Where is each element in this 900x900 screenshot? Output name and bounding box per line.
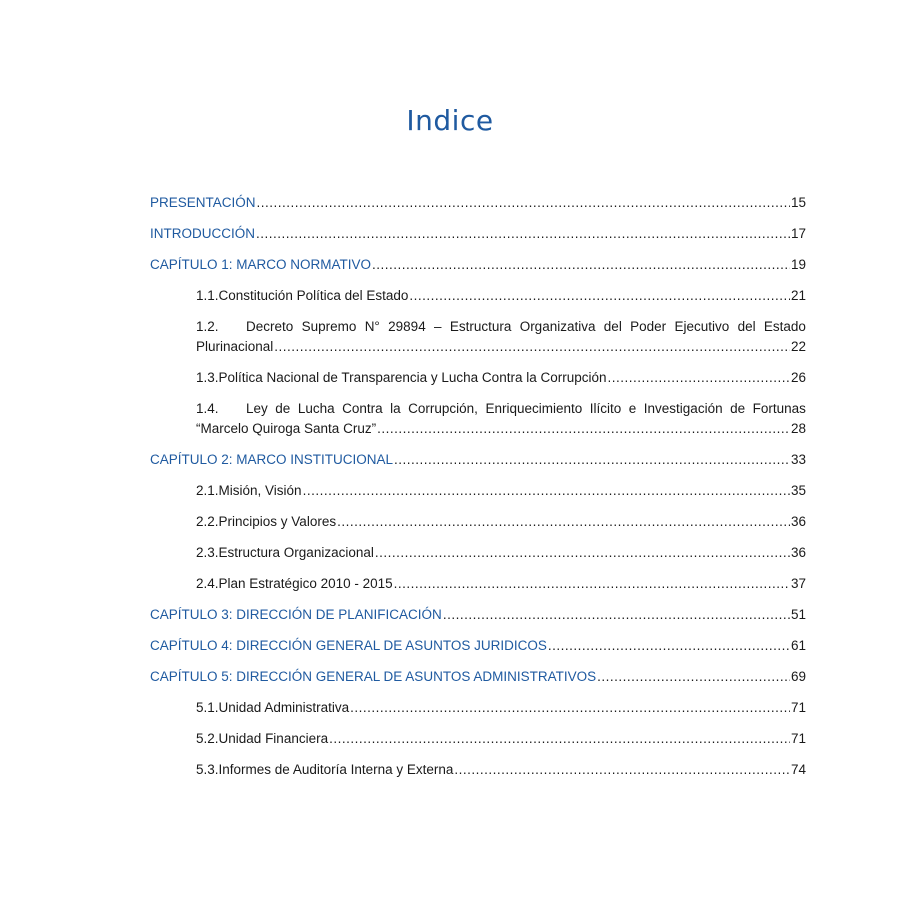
toc-entry-title: Estructura Organizacional xyxy=(218,545,374,560)
toc-page-number: 51 xyxy=(790,607,806,622)
toc-line xyxy=(150,636,806,656)
toc-title-word: Lucha xyxy=(297,401,335,416)
toc-line xyxy=(196,760,806,780)
toc-chapter-entry[interactable] xyxy=(150,255,806,286)
toc-leader-dots xyxy=(377,419,790,439)
toc-section-entry[interactable] xyxy=(150,286,806,317)
toc-page-number: 22 xyxy=(790,339,806,354)
toc-entry-title: Unidad Administrativa xyxy=(218,700,350,715)
toc-entry-title: CAPÍTULO 2: MARCO INSTITUCIONAL xyxy=(150,452,394,467)
toc-title-word: Investigación xyxy=(643,401,723,416)
toc-line xyxy=(196,543,806,563)
toc-page-number: 33 xyxy=(790,452,806,467)
toc-page-number: 26 xyxy=(790,370,806,385)
toc-entry-title: PRESENTACIÓN xyxy=(150,195,256,210)
toc-line xyxy=(196,419,806,439)
toc-line xyxy=(196,698,806,718)
toc-section-entry[interactable] xyxy=(150,481,806,512)
toc-leader-dots xyxy=(394,574,790,594)
toc-title-word: del xyxy=(603,319,622,334)
toc-section-entry[interactable] xyxy=(150,760,806,791)
toc-line xyxy=(150,667,806,687)
toc-chapter-entry[interactable] xyxy=(150,667,806,698)
toc-line-first xyxy=(196,399,806,419)
toc-page-number: 37 xyxy=(790,576,806,591)
toc-title-word: Ley xyxy=(246,401,268,416)
toc-page-number: 35 xyxy=(790,483,806,498)
toc-entry-title: CAPÍTULO 4: DIRECCIÓN GENERAL DE ASUNTOS JURIDICOS xyxy=(150,638,547,653)
toc-line xyxy=(150,255,806,275)
toc-section-number: 1.2. xyxy=(196,319,219,334)
toc-page-number: 69 xyxy=(790,669,806,684)
toc-line xyxy=(196,481,806,501)
toc-line xyxy=(150,450,806,470)
toc-section-number: 2.2. xyxy=(196,514,219,529)
toc-leader-dots xyxy=(454,760,790,780)
toc-line xyxy=(196,574,806,594)
toc-entry-title-cont: Plurinacional xyxy=(196,339,274,354)
toc-line xyxy=(196,368,806,388)
toc-leader-dots xyxy=(256,224,790,244)
toc-chapter-entry[interactable] xyxy=(150,450,806,481)
toc-section-entry[interactable] xyxy=(150,698,806,729)
toc-title-word: de xyxy=(730,401,746,416)
toc-section-entry[interactable] xyxy=(150,368,806,399)
toc-title-word: Enriquecimiento xyxy=(485,401,583,416)
toc-line-first xyxy=(196,317,806,337)
toc-page-number: 36 xyxy=(790,514,806,529)
toc-section-number: 5.3. xyxy=(196,762,219,777)
toc-chapter-entry[interactable] xyxy=(150,605,806,636)
toc-page-number: 28 xyxy=(790,421,806,436)
toc-title-word: 29894 xyxy=(388,319,426,334)
toc-title-word: Decreto xyxy=(246,319,294,334)
toc-page-number: 15 xyxy=(790,195,806,210)
toc-section-entry[interactable] xyxy=(150,574,806,605)
toc-leader-dots xyxy=(274,337,790,357)
toc-section-entry[interactable] xyxy=(150,512,806,543)
toc-entry-title: Informes de Auditoría Interna y Externa xyxy=(218,762,454,777)
toc-line xyxy=(150,193,806,213)
toc-chapter-entry[interactable] xyxy=(150,224,806,255)
toc-title-word: Ilícito xyxy=(589,401,622,416)
toc-title-word: e xyxy=(628,401,637,416)
toc-title-word: del xyxy=(737,319,756,334)
toc-leader-dots xyxy=(375,543,790,563)
toc-entry-title: Unidad Financiera xyxy=(218,731,329,746)
toc-entry-title: CAPÍTULO 3: DIRECCIÓN DE PLANIFICACIÓN xyxy=(150,607,442,622)
toc-line xyxy=(196,512,806,532)
toc-title-word: Poder xyxy=(630,319,667,334)
toc-leader-dots xyxy=(409,286,790,306)
toc-section-number: 5.1. xyxy=(196,700,219,715)
toc-title-word: Estado xyxy=(763,319,806,334)
toc-section-number: 2.1. xyxy=(196,483,219,498)
toc-entry-title: CAPÍTULO 5: DIRECCIÓN GENERAL DE ASUNTOS ADMINISTRATIVOS xyxy=(150,669,597,684)
toc-title-word: N° xyxy=(364,319,380,334)
toc-chapter-entry[interactable] xyxy=(150,636,806,667)
toc-title-word: Corrupción, xyxy=(408,401,478,416)
toc-title-word: Fortunas xyxy=(752,401,806,416)
toc-page-number: 21 xyxy=(790,288,806,303)
toc-leader-dots xyxy=(597,667,790,687)
toc-entry-title-cont: “Marcelo Quiroga Santa Cruz” xyxy=(196,421,377,436)
toc-line xyxy=(196,729,806,749)
toc-line xyxy=(150,224,806,244)
toc-line xyxy=(196,337,806,357)
toc-title-word: Ejecutivo xyxy=(674,319,730,334)
toc-title-word: la xyxy=(390,401,401,416)
toc-title-word: Supremo xyxy=(301,319,357,334)
toc-page-number: 61 xyxy=(790,638,806,653)
toc-section-number: 1.3. xyxy=(196,370,219,385)
toc-section-entry[interactable] xyxy=(150,729,806,760)
toc-page-number: 71 xyxy=(790,731,806,746)
toc-leader-dots xyxy=(350,698,790,718)
toc-leader-dots xyxy=(548,636,790,656)
toc-entry-title: Misión, Visión xyxy=(218,483,302,498)
toc-entry-title: Constitución Política del Estado xyxy=(218,288,409,303)
toc-entry-title: Plan Estratégico 2010 - 2015 xyxy=(218,576,393,591)
toc-page-number: 17 xyxy=(790,226,806,241)
toc-entry-title xyxy=(246,399,806,419)
toc-section-entry[interactable] xyxy=(150,317,806,368)
toc-leader-dots xyxy=(443,605,790,625)
toc-entry-title xyxy=(246,317,806,337)
toc-leader-dots xyxy=(257,193,790,213)
toc-page-number: 36 xyxy=(790,545,806,560)
toc-entry-title: Principios y Valores xyxy=(218,514,337,529)
toc-section-number: 2.4. xyxy=(196,576,219,591)
table-of-contents xyxy=(150,193,806,791)
toc-title-word: Estructura xyxy=(449,319,512,334)
toc-chapter-entry[interactable] xyxy=(150,193,806,224)
toc-section-entry[interactable] xyxy=(150,399,806,450)
toc-leader-dots xyxy=(608,368,790,388)
page-title: Indice xyxy=(406,104,494,137)
toc-page-number: 19 xyxy=(790,257,806,272)
toc-section-number: 2.3. xyxy=(196,545,219,560)
toc-title-word: Organizativa xyxy=(519,319,596,334)
toc-leader-dots xyxy=(329,729,790,749)
toc-title-word: de xyxy=(275,401,291,416)
toc-title-word: Contra xyxy=(342,401,383,416)
toc-line xyxy=(196,286,806,306)
toc-title-word: – xyxy=(434,319,442,334)
toc-leader-dots xyxy=(394,450,790,470)
toc-leader-dots xyxy=(372,255,790,275)
toc-page-number: 74 xyxy=(790,762,806,777)
toc-entry-title: Política Nacional de Transparencia y Lucha Contra la Corrupción xyxy=(218,370,607,385)
toc-line xyxy=(150,605,806,625)
toc-entry-title: INTRODUCCIÓN xyxy=(150,226,255,241)
toc-entry-title: CAPÍTULO 1: MARCO NORMATIVO xyxy=(150,257,372,272)
toc-leader-dots xyxy=(337,512,790,532)
toc-leader-dots xyxy=(303,481,790,501)
toc-section-number: 1.1. xyxy=(196,288,219,303)
toc-section-number: 1.4. xyxy=(196,401,219,416)
toc-section-entry[interactable] xyxy=(150,543,806,574)
toc-page-number: 71 xyxy=(790,700,806,715)
toc-section-number: 5.2. xyxy=(196,731,219,746)
